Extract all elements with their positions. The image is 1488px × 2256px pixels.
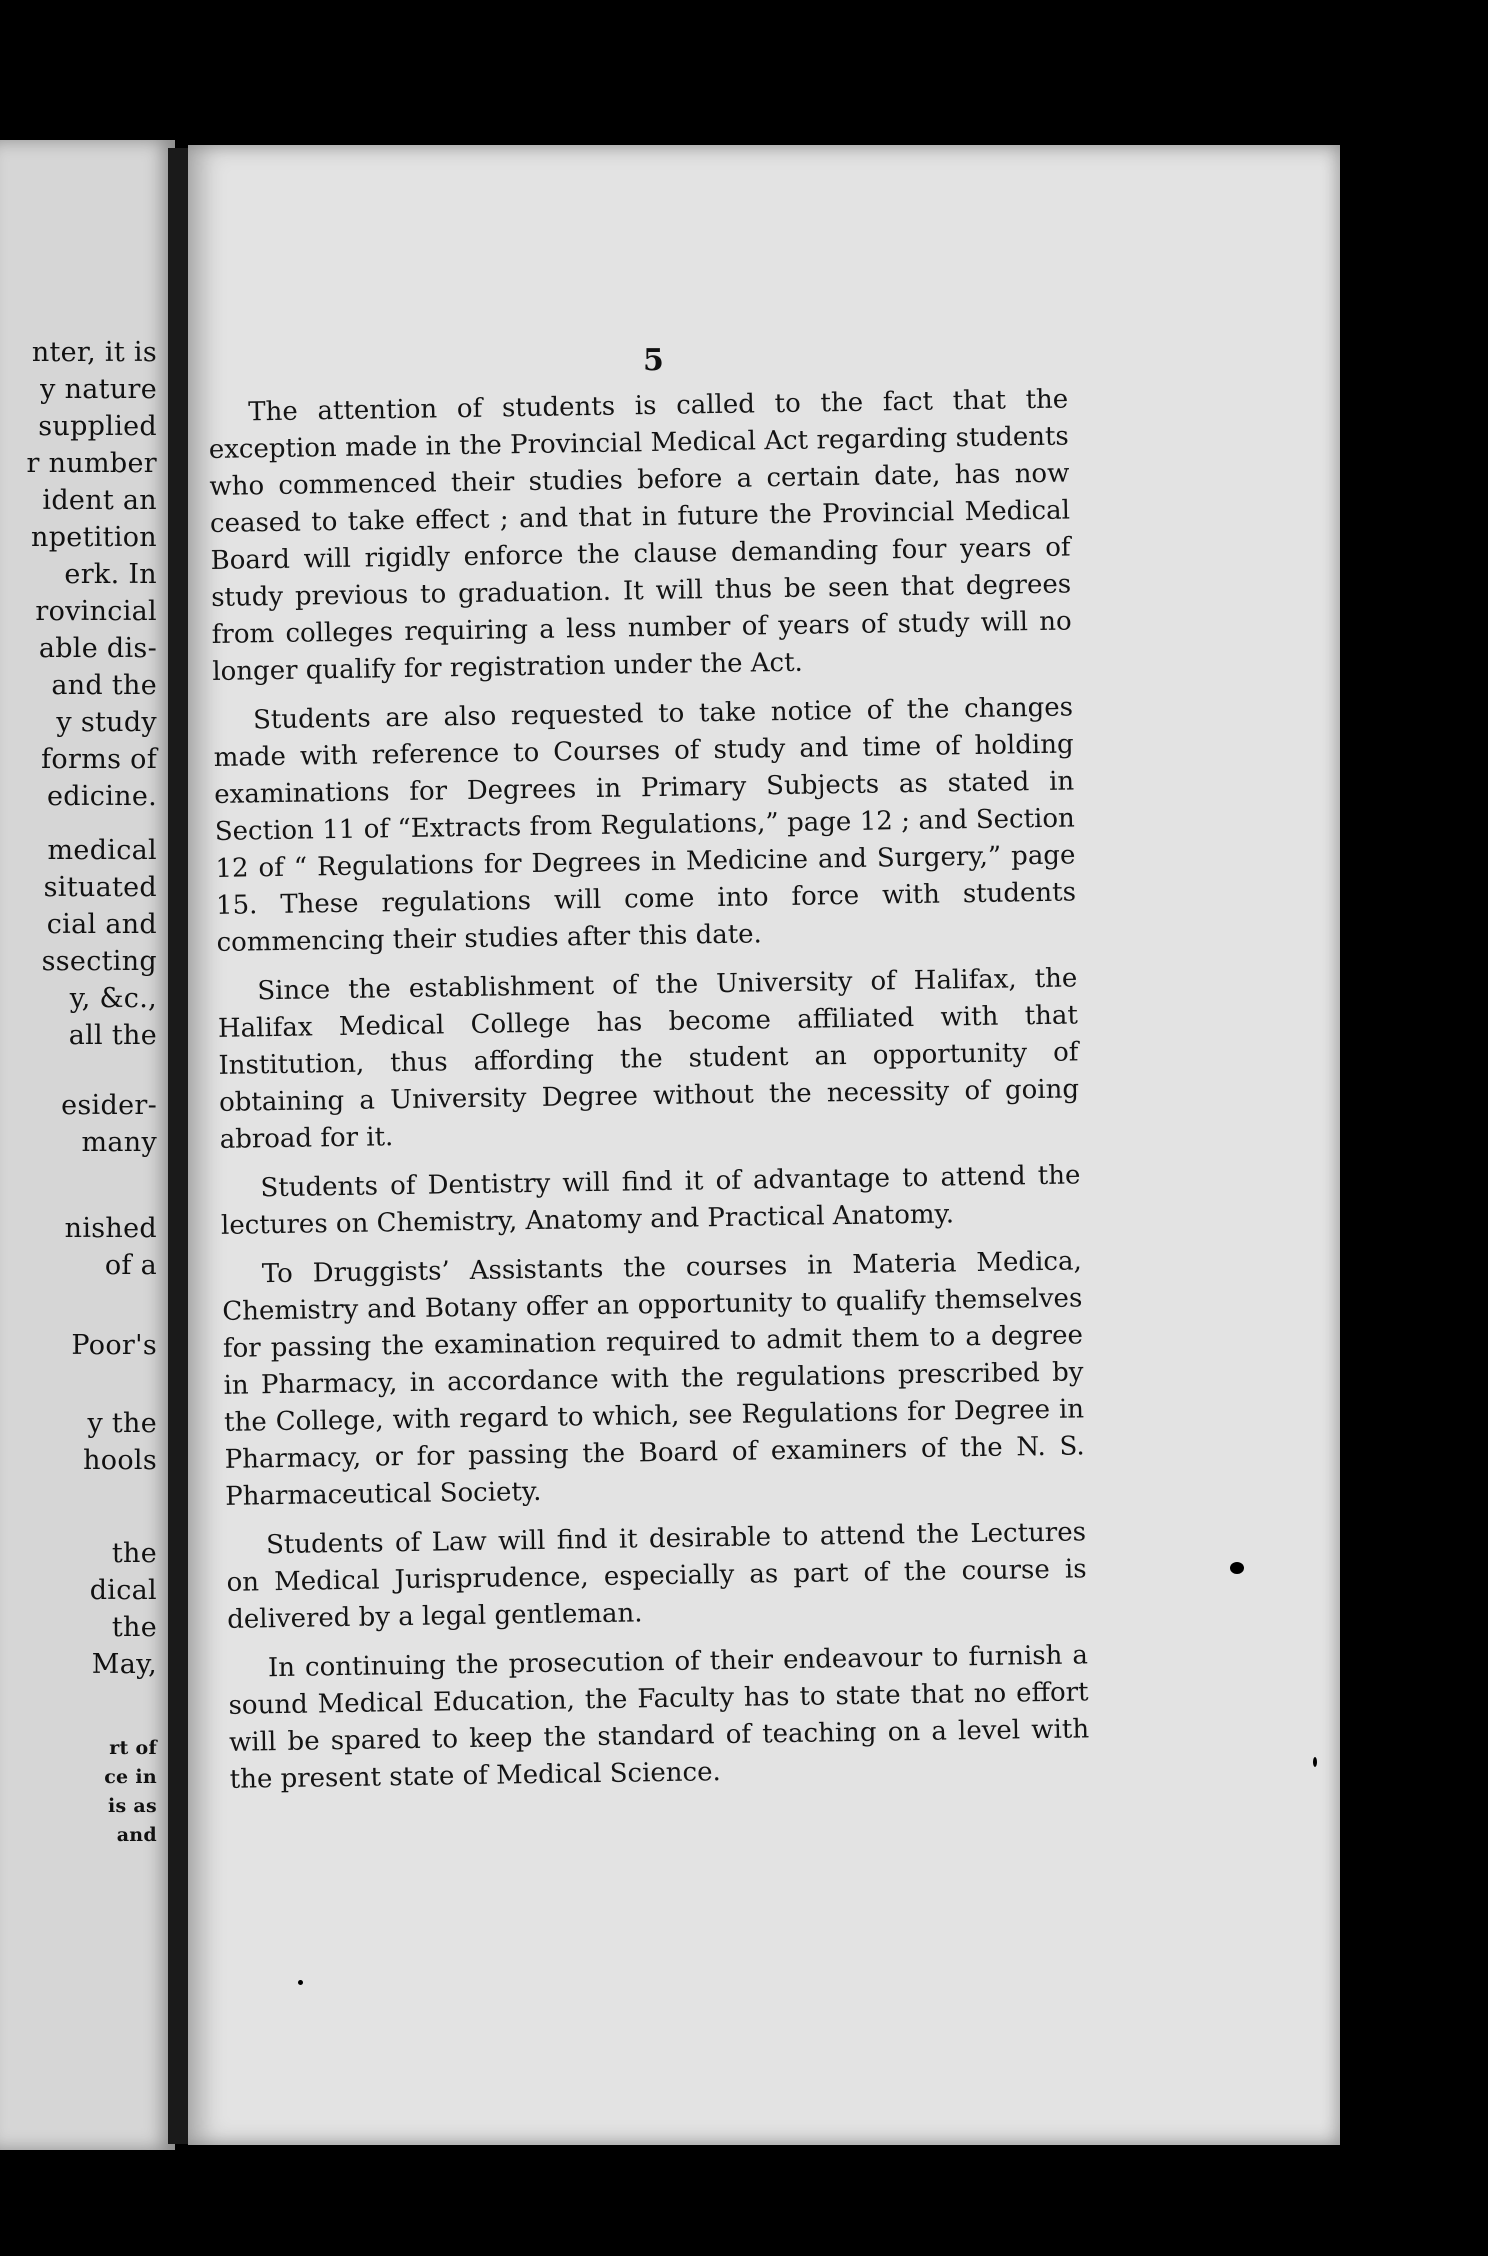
left-text-fragment: dical bbox=[89, 1575, 157, 1606]
left-text-fragment: the bbox=[111, 1612, 157, 1643]
ink-speck bbox=[298, 1980, 303, 1985]
left-text-fragment: esider- bbox=[61, 1090, 157, 1121]
left-text-fragment: y the bbox=[87, 1408, 157, 1439]
paragraph: The attention of students is called to the fact that the exception made in the Provincial Medical Act regarding students who commenced their studies before a certain date, has now ceased to take effect ; and that in future the Provincial Medical Board will rigidly enforce the clause demanding four years of study previous to graduation. It will thus be seen that degrees from colleges requiring a less number of years of study will no longer qualify for registration under the Act. bbox=[208, 384, 1072, 687]
left-text-fragment: r number bbox=[26, 448, 157, 479]
paragraph: Students of Dentistry will find it of advantage to attend the lectures on Chemistry, Anatomy and Practical Anatomy. bbox=[220, 1160, 1081, 1241]
left-text-fragment: npetition bbox=[31, 522, 157, 553]
left-text-fragment: situated bbox=[43, 872, 157, 903]
left-text-fragment: is as bbox=[107, 1795, 157, 1817]
left-text-fragment: ssecting bbox=[41, 946, 157, 977]
left-text-fragment: many bbox=[81, 1127, 157, 1158]
paragraph: Students are also requested to take notice of the changes made with reference to Courses of study and time of holding examinations for Degrees in Primary Subjects as stated in Section 11 of “Extracts from Regulations,” page 12 ; and Section 12 of “ Regulations for Degrees in Medicine and Surgery,” page 15. These regulations will come into force with students commencing their studies after this date. bbox=[213, 692, 1077, 958]
paragraph: Students of Law will find it desirable to attend the Lectures on Medical Jurisprudence, especially as part of the course is delivered by a legal gentleman. bbox=[226, 1517, 1087, 1635]
left-text-fragment: rt of bbox=[109, 1737, 157, 1759]
left-text-fragment: cial and bbox=[46, 909, 157, 940]
left-text-fragment: forms of bbox=[41, 744, 157, 775]
main-page bbox=[188, 145, 1340, 2145]
paragraph: Since the establishment of the University of Halifax, the Halifax Medical College has become affiliated with that Institution, thus affording the student an opportunity of obtaining a University Degree without the necessity of going abroad for it. bbox=[217, 963, 1080, 1155]
left-text-fragment: and the bbox=[51, 670, 157, 701]
left-text-fragment: supplied bbox=[38, 411, 157, 442]
left-text-fragment: y nature bbox=[40, 374, 157, 405]
left-text-fragment: and bbox=[116, 1824, 157, 1846]
left-text-fragment: ce in bbox=[104, 1766, 157, 1788]
left-text-fragment: May, bbox=[91, 1649, 157, 1680]
left-text-fragment: medical bbox=[47, 835, 157, 866]
left-text-fragment: all the bbox=[68, 1020, 157, 1051]
left-text-fragment: nished bbox=[64, 1213, 157, 1244]
left-text-fragment: y study bbox=[56, 707, 157, 738]
ink-speck bbox=[1230, 1562, 1244, 1574]
left-facing-page bbox=[0, 140, 175, 2150]
ink-speck bbox=[1313, 1757, 1317, 1767]
paragraph: In continuing the prosecution of their endeavour to furnish a sound Medical Education, the Faculty has to state that no effort will be spared to keep the standard of teaching on a level with the present state of Medical Science. bbox=[228, 1640, 1090, 1795]
left-text-fragment: Poor's bbox=[71, 1330, 157, 1361]
left-text-fragment: edicine. bbox=[46, 781, 157, 812]
body-text bbox=[208, 381, 1090, 1798]
paragraph: To Druggists’ Assistants the courses in Materia Medica, Chemistry and Botany offer an opportunity to qualify themselves for passing the examination required to admit them to a degree in Pharmacy, in accordance with the regulations prescribed by the College, with regard to which, see Regulations for Degree in Pharmacy, or for passing the Board of examiners of the N. S. Pharmaceutical Society. bbox=[222, 1246, 1085, 1512]
left-text-fragment: hools bbox=[83, 1445, 157, 1476]
left-text-fragment: rovincial bbox=[35, 596, 157, 627]
left-text-fragment: erk. In bbox=[64, 559, 157, 590]
left-text-fragment: of a bbox=[104, 1250, 157, 1281]
left-text-fragment: nter, it is bbox=[31, 337, 157, 368]
left-text-fragment: y, &c., bbox=[69, 983, 157, 1014]
left-text-fragment: the bbox=[111, 1538, 157, 1569]
left-text-fragment: able dis- bbox=[38, 633, 157, 664]
left-text-fragment: ident an bbox=[42, 485, 157, 516]
page-number: 5 bbox=[643, 343, 664, 378]
